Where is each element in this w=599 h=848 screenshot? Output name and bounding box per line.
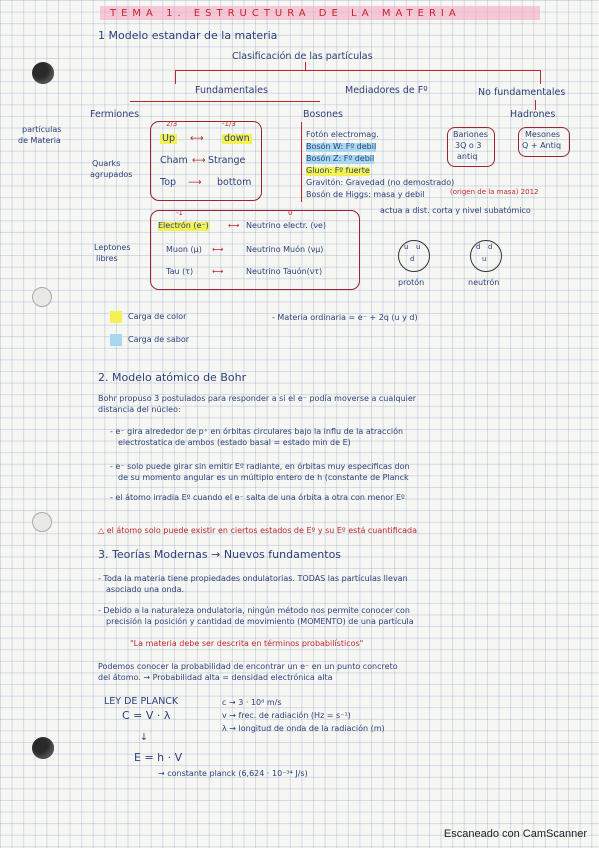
tree-line — [130, 101, 320, 102]
modern-theory-1: - Toda la materia tiene propiedades ondulatorias. TODAS las partículas llevan — [98, 574, 408, 583]
mediadores-label: Mediadores de Fº — [345, 85, 428, 96]
planck-eq2: E = h · V — [134, 751, 183, 764]
scanner-watermark: Escaneado con CamScanner — [443, 828, 587, 840]
boson-foton: Fotón electromag. — [306, 130, 379, 139]
bohr-postulate-1: - e⁻ gira alrededor de p⁺ en órbitas circulares bajo la influ de la atracción — [110, 427, 404, 436]
legend-swatch-yellow — [110, 311, 122, 323]
tree-line — [175, 70, 176, 84]
modern-theory-1: asociado una onda. — [106, 585, 185, 594]
proton-quark: d — [410, 255, 415, 263]
planck-eq1: C = V · λ — [122, 709, 171, 722]
mesones-text: Mesones — [525, 130, 561, 139]
binder-hole — [32, 512, 52, 532]
down-arrow-icon: ↓ — [140, 732, 148, 743]
planck-def-lambda: λ → longitud de onda de la radiación (m) — [222, 724, 385, 733]
lepton-neutrino-tau: Neutrino Tauón(ντ) — [246, 267, 323, 276]
boson-higgs: Bosón de Higgs: masa y debil — [306, 190, 425, 199]
lepton-charge: 0 — [288, 209, 293, 217]
modern-theory-2: - Debido a la naturaleza ondulatoria, ningún método nos permite conocer con — [98, 606, 410, 615]
arrow-icon: ⟷ — [212, 245, 224, 254]
leptones-label: libres — [96, 254, 118, 263]
lepton-electron: Electrón (e⁻) — [158, 221, 209, 230]
bariones-text: 3Q o 3 — [455, 141, 482, 150]
quark-up: Up — [162, 133, 175, 144]
bohr-postulate-2: - e⁻ solo puede girar sin emitir Eº radiante, en órbitas muy especificas don — [110, 462, 410, 471]
bariones-text: antiq — [457, 152, 478, 161]
bohr-warning: △ el átomo solo puede existir en ciertos estados de Eº y su Eº está cuantificada — [98, 526, 418, 535]
lepton-muon: Muon (μ) — [166, 245, 202, 254]
legend-swatch-blue — [110, 334, 122, 346]
side-label: de Materia — [18, 136, 61, 145]
bosones-label: Bosones — [303, 109, 343, 120]
hadrones-label: Hadrones — [510, 109, 556, 120]
quarks-label: agrupados — [90, 170, 133, 179]
probability-text: del átomo. → Probabilidad alta = densidad electrónica alta — [98, 673, 333, 682]
arrow-icon: ⟷ — [192, 155, 206, 166]
tree-line — [301, 122, 302, 202]
lepton-neutrino-e: Neutrino electr. (νe) — [246, 221, 327, 230]
quark-down: down — [224, 133, 250, 144]
fundamentales-label: Fundamentales — [195, 85, 268, 96]
arrow-icon: ⟷ — [212, 267, 224, 276]
neutron-quark: d — [476, 243, 481, 251]
section-2-heading: 2. Modelo atómico de Bohr — [98, 371, 247, 384]
arrow-icon: ⟶ — [188, 177, 202, 188]
proton-label: protón — [398, 278, 425, 287]
arrow-icon: ⟷ — [190, 133, 204, 144]
boson-w: Bosón W: Fº debil — [306, 142, 377, 151]
planck-def-c: c → 3 · 10⁸ m/s — [222, 698, 282, 707]
quark-top: Top — [160, 177, 177, 188]
quark-charge: 2/3 — [166, 120, 178, 128]
neutron-label: neutrón — [468, 278, 500, 287]
planck-title: LEY DE PLANCK — [104, 696, 179, 707]
boson-gluon: Gluon: Fº fuerte — [306, 166, 370, 175]
tree-line — [175, 70, 540, 71]
probability-text: Podemos conocer la probabilidad de encontrar un e⁻ en un punto concreto — [98, 662, 398, 671]
section-3-heading: 3. Teorías Modernas → Nuevos fundamentos — [98, 548, 342, 561]
quark-charge: -1/3 — [222, 120, 236, 128]
materia-ordinaria: - Materia ordinaria = e⁻ + 2q (u y d) — [272, 313, 418, 322]
fermiones-label: Fermiones — [90, 109, 140, 120]
lepton-charge: -1 — [176, 209, 183, 217]
probabilistic-quote: "La materia debe ser descrita en términos probabilísticos" — [130, 639, 364, 648]
bohr-postulate-3: - el átomo irradia Eº cuando el e⁻ salta de una órbita a otra con menor Eº — [110, 493, 405, 502]
legend-label: Carga de color — [128, 312, 187, 321]
tree-line — [305, 62, 306, 70]
bohr-postulate-2: de su momento angular es un múltiplo entero de h (constante de Planck — [118, 473, 409, 482]
bohr-intro: Bohr propuso 3 postulados para responder a si el e⁻ podía moverse a cualquier — [98, 394, 417, 403]
neutron-quark: d — [488, 243, 493, 251]
boson-graviton: Gravitón: Gravedad (no demostrado) — [306, 178, 455, 187]
legend-label: Carga de sabor — [128, 335, 190, 344]
modern-theory-2: precisión la posición y cantidad de movimiento (MOMENTO) de una partícula — [106, 617, 414, 626]
arrow-icon: ⟷ — [228, 221, 240, 230]
quark-strange: Strange — [208, 155, 246, 166]
higgs-note: (origen de la masa) 2012 — [450, 188, 539, 196]
bohr-postulate-1: electrostatica de ambos (estado basal = estado min de E) — [118, 438, 351, 447]
bariones-text: Bariones — [453, 130, 488, 139]
boson-z: Bosón Z: Fº debil — [306, 154, 375, 163]
planck-def-h: → constante planck (6,624 · 10⁻³⁴ J/s) — [158, 769, 308, 778]
section-1-heading: 1 Modelo estandar de la materia — [98, 29, 278, 42]
neutron-quark: u — [482, 255, 487, 263]
quarks-label: Quarks — [92, 159, 121, 168]
no-fundamentales-label: No fundamentales — [478, 87, 566, 98]
binder-hole — [32, 287, 52, 307]
bohr-intro: distancia del núcleo: — [98, 405, 181, 414]
quark-bottom: bottom — [217, 177, 252, 188]
planck-def-v: v → frec. de radiación (Hz = s⁻¹) — [222, 711, 351, 720]
binder-hole — [32, 62, 54, 84]
page-title: TEMA 1. ESTRUCTURA DE LA MATERIA — [110, 8, 461, 19]
lepton-neutrino-mu: Neutrino Muón (νμ) — [246, 245, 324, 254]
proton-quark: u — [416, 243, 421, 251]
side-label: partículas — [22, 125, 62, 134]
classification-title: Clasificación de las partículas — [232, 51, 373, 62]
leptones-label: Leptones — [94, 243, 131, 252]
binder-hole — [32, 737, 54, 759]
proton-quark: u — [404, 243, 409, 251]
lepton-tau: Tau (τ) — [166, 267, 194, 276]
mesones-text: Q + Antiq — [522, 141, 562, 150]
quark-charm: Cham — [160, 155, 188, 166]
tree-line — [540, 70, 541, 84]
boson-arrow-note: actua a dist. corta y nivel subatómico — [380, 206, 531, 215]
